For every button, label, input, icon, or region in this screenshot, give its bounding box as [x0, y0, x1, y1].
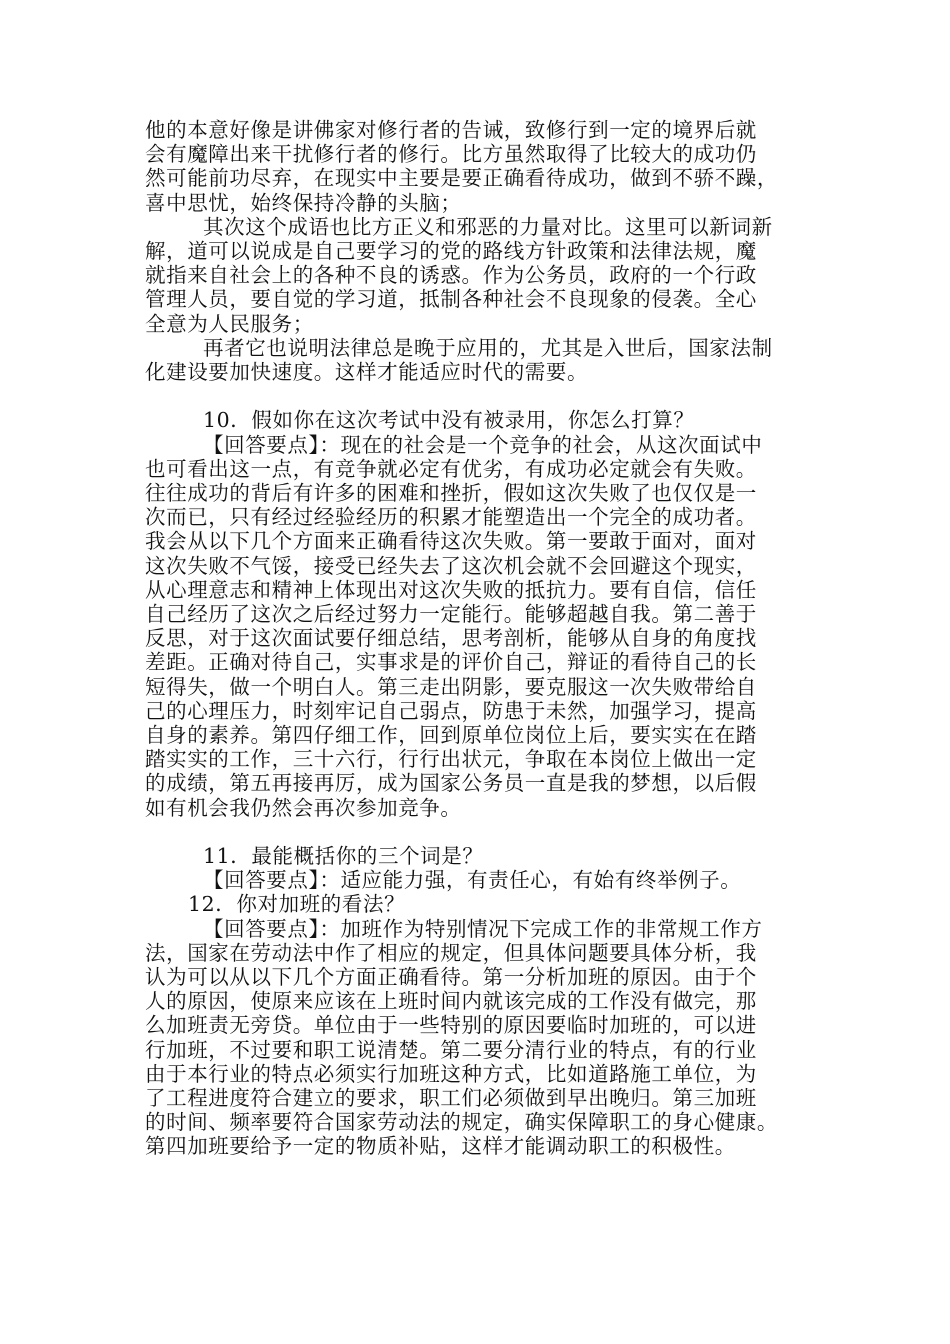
text-line: 就指来自社会上的各种不良的诱惑。作为公务员，政府的一个行政: [145, 263, 757, 288]
text-line: 如有机会我仍然会再次参加竞争。: [145, 795, 462, 820]
text-line: 么加班责无旁贷。单位由于一些特别的原因要临时加班的，可以进: [145, 1013, 757, 1038]
text-line: 管理人员，要自觉的学习道，抵制各种社会不良现象的侵袭。全心: [145, 287, 757, 312]
answer-12-first-line: 【回答要点】：加班作为特别情况下完成工作的非常规工作方: [203, 916, 763, 941]
text-line: 认为可以从以下几个方面正确看待。第一分析加班的原因。由于个: [145, 965, 757, 989]
text-line: 然可能前功尽弃，在现实中主要是要正确看待成功，做到不骄不躁，: [145, 166, 778, 191]
text-line: 的成绩，第五再接再厉，成为国家公务员一直是我的梦想，以后假: [145, 771, 757, 796]
text-line: 踏实实的工作，三十六行，行行出状元，争取在本岗位上做出一定: [145, 747, 757, 772]
text-line: 由于本行业的特点必须实行加班这种方式，比如道路施工单位，为: [145, 1061, 757, 1086]
text-line: 自身的素养。第四仔细工作，回到原单位岗位上后，要实实在在踏: [145, 723, 757, 747]
text-line: 这次失败不气馁，接受已经失去了这次机会就不会回避这个现实，: [145, 553, 757, 578]
text-line: 化建设要加快速度。这样才能适应时代的需要。: [145, 360, 589, 384]
text-line: 全意为人民服务；: [145, 311, 314, 336]
text-line: 差距。正确对待自己，实事求是的评价自己，辩证的看待自己的长: [145, 650, 757, 675]
text-line: 法，国家在劳动法中作了相应的规定，但具体问题要具体分析，我: [145, 940, 757, 965]
text-line: 从心理意志和精神上体现出对这次失败的抵抗力。要有自信，信任: [145, 577, 757, 602]
text-line: 也可看出这一点，有竞争就必定有优劣，有成功必定就会有失败。: [145, 456, 757, 481]
question-12-heading: 12．你对加班的看法？: [188, 892, 406, 917]
text-line: 第四加班要给予一定的物质补贴，这样才能调动职工的积极性。: [145, 1134, 736, 1159]
text-line: 短得失，做一个明白人。第三走出阴影，要克服这一次失败带给自: [145, 674, 757, 699]
text-line: 行加班，不过要和职工说清楚。第二要分清行业的特点，有的行业: [145, 1037, 757, 1062]
text-line: 次而已，只有经过经验经历的积累才能塑造出一个完全的成功者。: [145, 505, 757, 530]
question-11-heading: 11．最能概括你的三个词是？: [203, 844, 484, 868]
answer-11-line: 【回答要点】：适应能力强，有责任心，有始有终举例子。: [203, 868, 742, 893]
text-line: 会有魔障出来干扰修行者的修行。比方虽然取得了比较大的成功仍: [145, 142, 757, 167]
answer-10-first-line: 【回答要点】：现在的社会是一个竞争的社会，从这次面试中: [203, 432, 763, 457]
text-line: 自己经历了这次之后经过努力一定能行。能够超越自我。第二善于: [145, 602, 757, 626]
paragraph-first-line: 再者它也说明法律总是晚于应用的，尤其是入世后，国家法制: [203, 335, 773, 360]
text-line: 反思，对于这次面试要仔细总结，思考剖析，能够从自身的角度找: [145, 626, 757, 651]
text-line: 往往成功的背后有许多的困难和挫折，假如这次失败了也仅仅是一: [145, 481, 757, 505]
text-line: 喜中思忧，始终保持冷静的头脑；: [145, 190, 462, 215]
text-line: 解，道可以说成是自己要学习的党的路线方针政策和法律法规，魔: [145, 239, 757, 263]
text-line: 的时间、频率要符合国家劳动法的规定，确实保障职工的身心健康。: [145, 1110, 778, 1135]
text-line: 己的心理压力，时刻牢记自己弱点，防患于未然，加强学习，提高: [145, 698, 757, 723]
text-line: 人的原因，使原来应该在上班时间内就该完成的工作没有做完，那: [145, 989, 757, 1014]
text-line: 他的本意好像是讲佛家对修行者的告诫，致修行到一定的境界后就: [145, 118, 757, 142]
question-10-heading: 10．假如你在这次考试中没有被录用，你怎么打算？: [203, 408, 695, 433]
paragraph-first-line: 其次这个成语也比方正义和邪恶的力量对比。这里可以新词新: [203, 214, 773, 239]
text-line: 我会从以下几个方面来正确看待这次失败。第一要敢于面对，面对: [145, 529, 757, 554]
text-line: 了工程进度符合建立的要求，职工们必须做到早出晚归。第三加班: [145, 1086, 757, 1110]
